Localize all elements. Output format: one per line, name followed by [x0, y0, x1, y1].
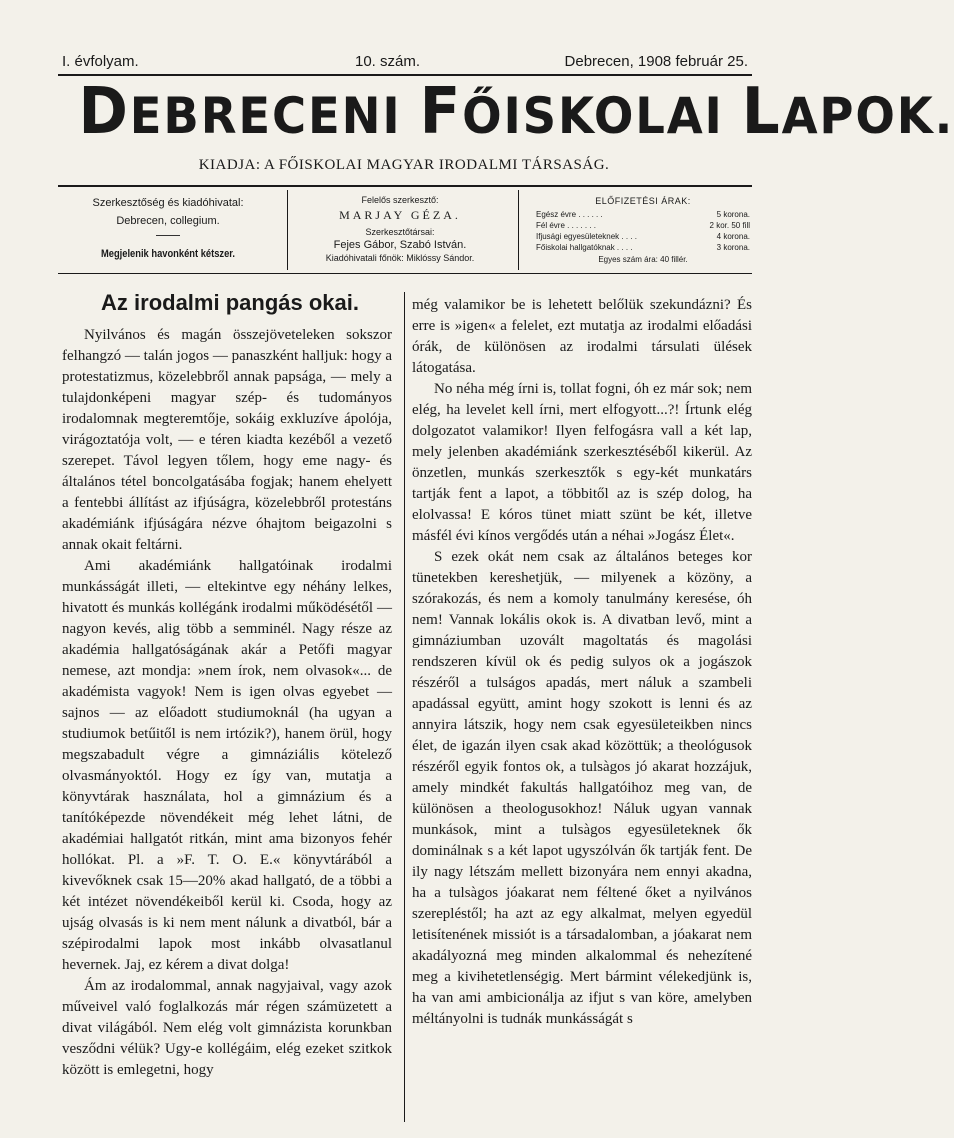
date-label: Debrecen, 1908 február 25.: [564, 53, 748, 70]
price-row-name: Főiskolai hallgatóknak . . . .: [536, 243, 633, 252]
header-rule: [58, 74, 752, 76]
article-column-right: [412, 295, 752, 1030]
info-bottom-rule: [58, 273, 752, 274]
price-list: [536, 209, 750, 253]
price-row: [536, 220, 750, 231]
title-word: [419, 75, 724, 149]
info-separator-1: [287, 190, 288, 270]
frequency-note: Megjelenik havonként kétszer.: [100, 248, 236, 260]
info-left: [60, 195, 276, 260]
prices-label: ELŐFIZETÉSI ÁRAK:: [595, 196, 691, 206]
volume-label: I. évfolyam.: [62, 53, 139, 70]
column-separator: [404, 292, 405, 1122]
office-head: Kiadóhivatali főnök: Miklóssy Sándor.: [325, 253, 475, 263]
coeditors-names: Fejes Gábor, Szabó István.: [333, 239, 467, 251]
title-initial: L: [741, 75, 782, 149]
office-address: Debrecen, collegium.: [116, 215, 220, 227]
editor-name: MARJAY GÉZA.: [339, 208, 461, 222]
divider-dash: [156, 235, 180, 236]
price-row-name: Ifjusági egyesületeknek . . . .: [536, 232, 637, 241]
article-paragraph: S ezek okát nem csak az általános beteges kor tünetekben kereshetjük, — milyenek a közöny, a szórakozás, és nem a komoly tanulmány keresése, óh nem! Vannak lokális okok is. A divatban levő, mint a gimnáziumban uzovált magoltatás és magolási rendszeren kívül ok és pedig sulyos ok a jogászok részéről a tulságos apadás, mert náluk a szambeli apadással együtt, amint hogy szokott is lenni és az annyira látszik, hogy nem csak egyesületeikben nincs élet, de igazán ilyen csak akad közöttük; a theológusok részéről egyik fontos ok, a tulsàgos jó akarat hozzájuk, amely mindkét fakultás hallgatóihoz meg van, de különösen a theologusokhoz! Náluk ugyan vannak munkások, mint a tulsàgos egyesületeknek ők dominálnak s a két lapot ugyszólván ők tartják fent. De ily nagy létszám mellett bizonyára nem ennyi akadna, ha a tulsàgos jóakarat nem féltené őket a nyilvános szerepléstől; ha azt az egy alkalmat, melyen egyedül letisítenének missiót is a társadalomban, a jóakarat nem akadályozná meg minden alkalommal és nehezítené meg a kivihetetlenségig. Mert bármint vélekedjünk is, ha van ami ambicionálja az ifjut s van köre, amelyben méltányolni is tudnák munkásságát s: [412, 549, 752, 1027]
price-row-value: 5 korona.: [716, 210, 750, 219]
price-row-value: 3 korona.: [716, 243, 750, 252]
info-separator-2: [518, 190, 519, 270]
masthead-rule: [58, 185, 752, 187]
price-row-name: Egész évre . . . . . .: [536, 210, 603, 219]
title-initial: D: [78, 75, 130, 149]
price-row-name: Fél évre . . . . . . .: [536, 221, 597, 230]
masthead-title: [78, 75, 954, 149]
price-row-value: 4 korona.: [716, 232, 750, 241]
single-issue-price: Egyes szám ára: 40 fillér.: [598, 255, 688, 264]
article-paragraph: No néha még írni is, tollat fogni, óh ez már sok; nem elég, ha levelet kell írni, mert elfogyott...?! Írtunk elég dolgozatot valamikor! Ilyen felfogásra vall a két lap, mely jelenben akadémiánk szerkesztéséből kikerül. Az önzetlen, munkás szerkesztők s egy-két munkatárs tartják fent a lapot, a többitől az is szép dolog, ha elolvassa! E kóros tünet miatt szünt be két, illetve másfél évi kínos vergődés után a néhai »Jogász Élet«.: [412, 381, 752, 544]
article-column-left: [62, 325, 392, 1081]
issue-label: 10. szám.: [355, 53, 421, 70]
article-title: Az irodalmi pangás okai.: [101, 290, 359, 315]
coeditors-label: Szerkesztőtársai:: [365, 227, 435, 237]
info-center: [292, 195, 508, 263]
article-paragraph: Ám az irodalommal, annak nagyjaival, vagy azok műveivel való foglalkozás már régen számüzetett a divat világából. Nem elég volt gimnázista korunkban vesződni vélük? Ugy-e kollégáim, elég ezeket szitkok között is emlegetni, hogy: [62, 978, 392, 1078]
title-word: [741, 75, 954, 149]
title-rest: ŐISKOLAI: [462, 87, 724, 145]
editor-label: Felelős szerkesztő:: [361, 195, 439, 205]
article-paragraph: Ami akadémiánk hallgatóinak irodalmi munkásságát illeti, — eltekintve egy néhány lelkes, hivatott és munkás kollégánk irodalmi működésétől — nagyon kevés, alig több a semminél. Nagy része az akadémia hallgatóságának akár a Petőfi magyar nemese, azt mondja: »nem írok, nem olvasok«... de akadémista vagyok! Nem is igen olvas egyebet — sajnos — az előadott studiumoknál (ha ugyan a studiumok betűitől is nem irtózik?), hanem örül, hogy megszabadult végre a gimnáziális kötelező olvasmányoktól. Hogy ez így van, mutatja a könyvtárak használata, hol a gimnázium és a tanítóképezde növendékeit még lehet látni, de akadémiai hallgatót ritkán, mint ama bizonyos fehér hollókat. Pl. a »F. T. O. E.« könyvtárából a kivevőknek csak 15—20% akad hallgató, de a többi a két intézet növendékeiből kerül ki. Csoda, hogy az ujság olvasás is ki nem ment nálunk a divatból, bár a szépirodalmi lapok most inkább olvasatlanul hevernek. Jaj, ez kérem a divat dolga!: [62, 558, 392, 973]
article-paragraph: Nyilvános és magán összejöveteleken sokszor felhangzó — talán jogos — panaszként halljuk: hogy a protestatizmus, közelebbről annak papsága, — mely a tulajdonképeni magyar szép- és tudományos irodalomnak megteremtője, sokáig exkluzíve ápolója, virágoztatója volt, — e téren kiadta kezéből a vezető szerepet. Távol legyen tőlem, hogy eme nagy- és általános tétel boncolgatásába fogjak; hanem ehelyett a fentebbi állítást az ifjúságra, közelebbről protestáns akadémiánk ifjúságára nézve óhajtom beigazolni s annak okait feltárni.: [62, 327, 392, 553]
info-right: [536, 196, 750, 264]
title-rest: APOK.: [781, 87, 954, 145]
price-row-value: 2 kor. 50 fill: [709, 221, 750, 230]
office-label: Szerkesztőség és kiadóhivatal:: [92, 197, 244, 209]
publisher-line: KIADJA: A FŐISKOLAI MAGYAR IRODALMI TÁRSASÁG.: [198, 157, 610, 173]
price-row: [536, 242, 750, 253]
price-row: [536, 231, 750, 242]
title-initial: F: [419, 75, 463, 149]
price-row: [536, 209, 750, 220]
title-rest: EBRECENI: [129, 87, 402, 145]
article-paragraph: még valamikor be is lehetett belőlük szekundázni? És erre is »igen« a felelet, ezt mutatja az irodalmi előadási órák, de különösen az irodalmi társulati ülések látogatása.: [412, 297, 752, 376]
title-word: [78, 75, 402, 149]
